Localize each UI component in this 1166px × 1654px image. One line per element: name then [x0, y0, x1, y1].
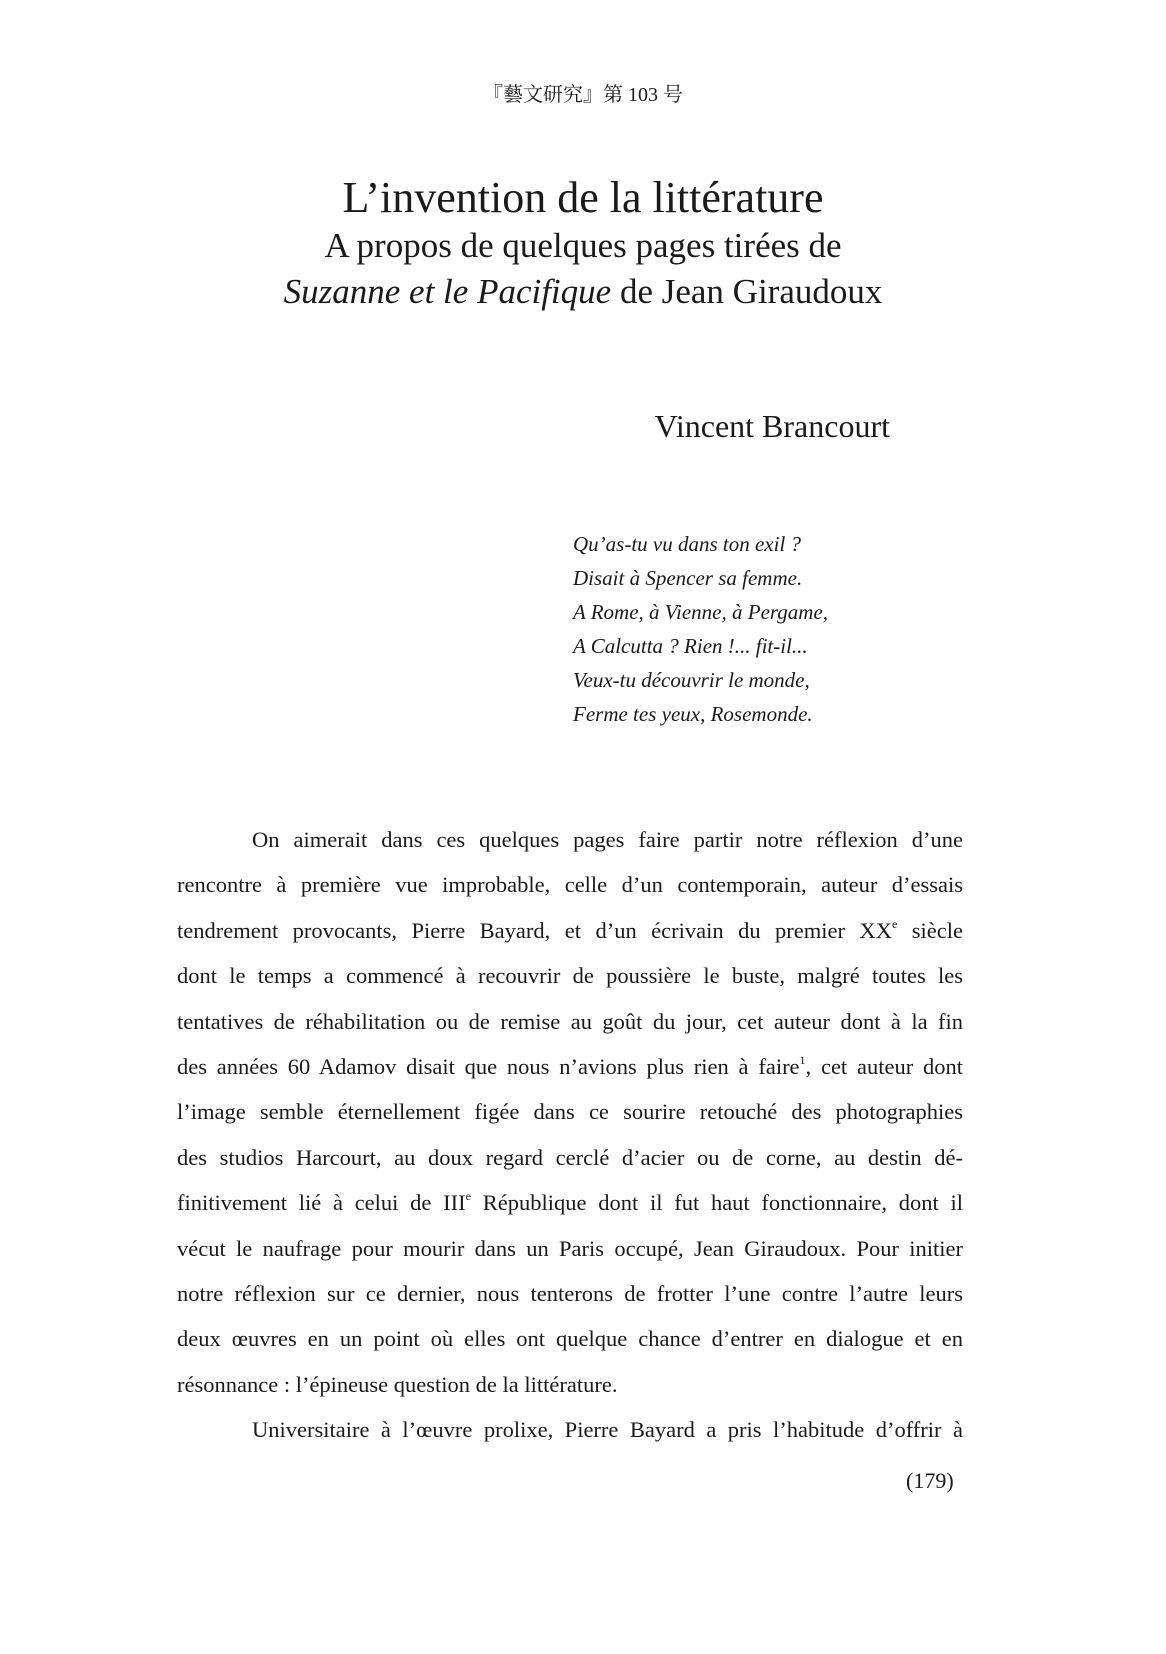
- line-text: finitivement lié à celui de III: [177, 1190, 466, 1216]
- body-line: [177, 867, 963, 912]
- line-text: Universitaire à l’œuvre prolixe, Pierre Bayard a pris l’habitude d’offrir à: [252, 1417, 963, 1443]
- body-line: [177, 1185, 963, 1230]
- epigraph-line: Qu’as-tu vu dans ton exil ?: [573, 532, 802, 556]
- article-subtitle-line1: A propos de quelques pages tirées de: [324, 226, 842, 265]
- line-text: dont le temps a commencé à recouvrir de poussière le buste, malgré toutes les: [177, 963, 963, 989]
- body-line: [177, 1140, 963, 1185]
- line-text: résonnance : l’épineuse question de la littérature.: [177, 1371, 618, 1397]
- epigraph-line: A Calcutta ? Rien !... fit-il...: [573, 634, 808, 658]
- line-text-after: , cet auteur dont: [805, 1053, 963, 1079]
- line-text: tentatives de réhabilitation ou de remise au goût du jour, cet auteur dont à la fin: [177, 1008, 963, 1034]
- body-text: [177, 822, 963, 1457]
- page-number: (179): [906, 1468, 954, 1493]
- article-title: L’invention de la littérature: [342, 173, 824, 222]
- line-text: des studios Harcourt, au doux regard cerclé d’acier ou de corne, au destin dé-: [177, 1144, 963, 1170]
- line-text-after: République dont il fut haut fonctionnaire, dont il: [470, 1190, 964, 1216]
- superscript: 1: [799, 1052, 806, 1067]
- line-text: rencontre à première vue improbable, celle d’un contemporain, auteur d’essais: [177, 872, 963, 898]
- line-text: deux œuvres en un point où elles ont quelque chance d’entrer en dialogue et en: [177, 1326, 963, 1352]
- journal-header: 『藝文研究』第 103 号: [483, 84, 683, 106]
- line-text: l’image semble éternellement figée dans ce sourire retouché des photographies: [177, 1099, 963, 1125]
- body-line: [177, 1004, 963, 1049]
- body-line: [177, 1049, 963, 1094]
- line-text: tendrement provocants, Pierre Bayard, et d’un écrivain du premier XX: [177, 917, 892, 943]
- epigraph-line: Ferme tes yeux, Rosemonde.: [573, 702, 813, 726]
- body-line: [177, 958, 963, 1003]
- line-text: On aimerait dans ces quelques pages faire partir notre réflexion d’une: [252, 827, 963, 852]
- line-text: notre réflexion sur ce dernier, nous tenterons de frotter l’une contre l’autre leurs: [177, 1280, 963, 1306]
- subtitle-rest: de Jean Giraudoux: [611, 272, 883, 311]
- epigraph-line: A Rome, à Vienne, à Pergame,: [573, 600, 829, 624]
- body-line: [177, 1094, 963, 1139]
- body-line: [177, 1412, 963, 1457]
- epigraph-line: Veux-tu découvrir le monde,: [573, 668, 810, 692]
- article-subtitle-line2: [0, 272, 1166, 312]
- line-text-after: siècle: [897, 917, 963, 943]
- body-line: [177, 1367, 963, 1412]
- line-text: vécut le naufrage pour mourir dans un Paris occupé, Jean Giraudoux. Pour initier: [177, 1235, 963, 1261]
- superscript: e: [465, 1189, 471, 1204]
- body-line: [177, 822, 963, 867]
- author-name: Vincent Brancourt: [654, 408, 890, 444]
- body-line: [177, 1276, 963, 1321]
- superscript: e: [891, 916, 898, 931]
- body-line: [177, 913, 963, 958]
- epigraph-line: Disait à Spencer sa femme.: [573, 566, 803, 590]
- epigraph: [573, 532, 828, 736]
- work-title: Suzanne et le Pacifique: [283, 272, 612, 311]
- body-line: [177, 1321, 963, 1366]
- line-text: des années 60 Adamov disait que nous n’avions plus rien à faire: [177, 1053, 800, 1079]
- body-line: [177, 1231, 963, 1276]
